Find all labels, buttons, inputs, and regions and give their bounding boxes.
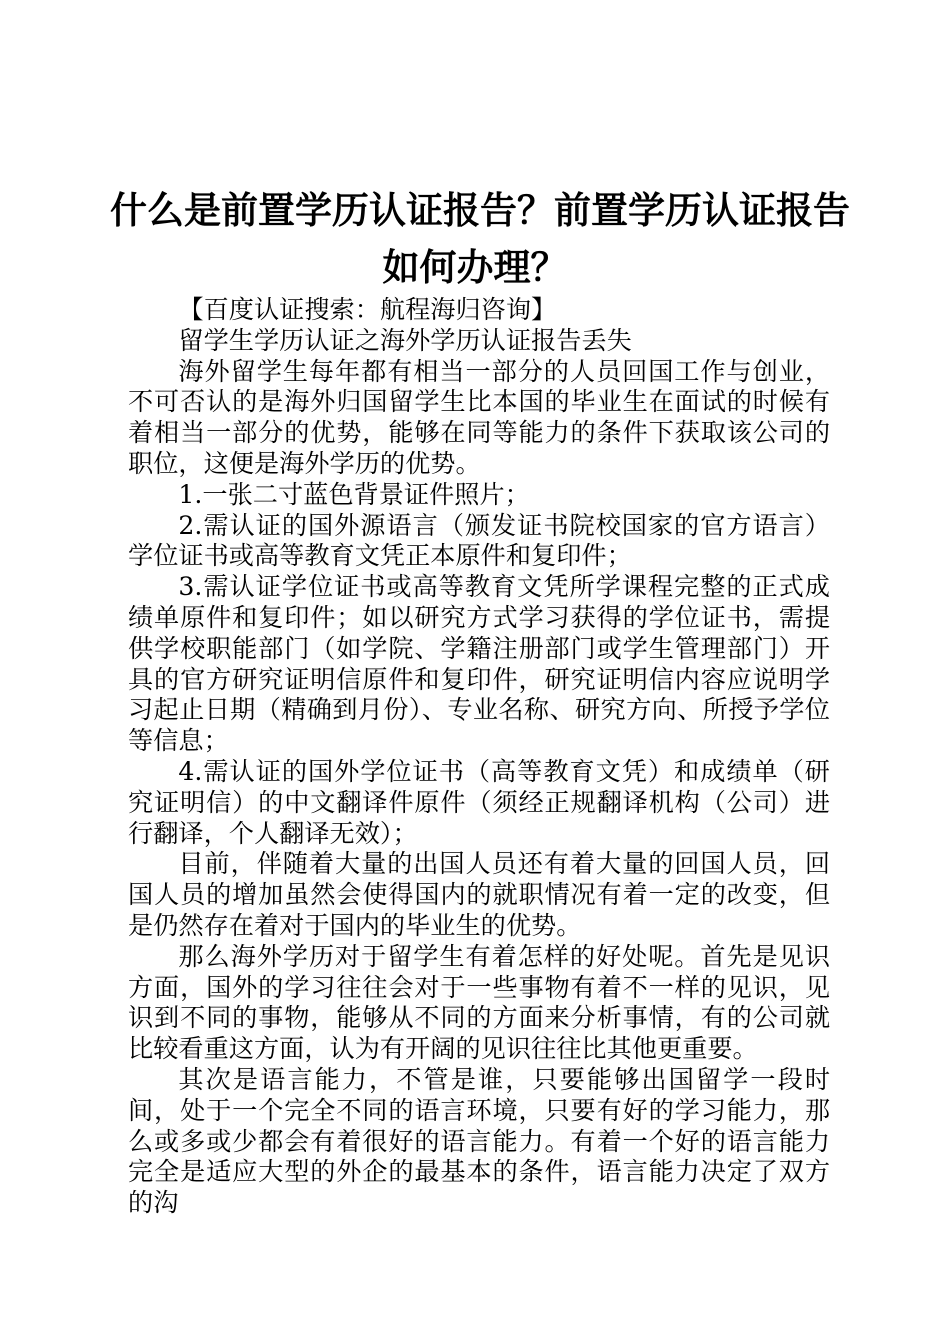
paragraph-subtitle: 留学生学历认证之海外学历认证报告丢失 xyxy=(178,325,632,355)
paragraph-item-4: 4.需认证的国外学位证书（高等教育文凭）和成绩单（研究证明信）的中文翻译件原件（须经正规翻译机构（公司）进行翻译，个人翻译无效）； xyxy=(128,756,830,848)
document-title-line-1: 什么是前置学历认证报告？前置学历认证报告 xyxy=(110,188,850,232)
paragraph-item-2: 2.需认证的国外源语言（颁发证书院校国家的官方语言）学位证书或高等教育文凭正本原件和复印件； xyxy=(128,510,830,571)
paragraph-item-3: 3.需认证学位证书或高等教育文凭所学课程完整的正式成绩单原件和复印件；如以研究方式学习获得的学位证书，需提供学校职能部门（如学院、学籍注册部门或学生管理部门）开具的官方研究证明信原件和复印件，研究证明信内容应说明学习起止日期（精确到月份）、专业名称、研究方向、所授予学位等信息； xyxy=(128,572,830,756)
paragraph-current-situation: 目前，伴随着大量的出国人员还有着大量的回国人员，回国人员的增加虽然会使得国内的就职情况有着一定的改变，但是仍然存在着对于国内的毕业生的优势。 xyxy=(128,849,830,940)
document-title-line-2: 如何办理？ xyxy=(382,245,568,289)
paragraph-item-1: 1.一张二寸蓝色背景证件照片； xyxy=(178,479,530,509)
paragraph-search-note: 【百度认证搜索：航程海归咨询】 xyxy=(178,295,557,324)
paragraph-advantage-insight: 那么海外学历对于留学生有着怎样的好处呢。首先是见识方面，国外的学习往往会对于一些事物有着不一样的见识，见识到不同的事物，能够从不同的方面来分析事情，有的公司就比较看重这方面，认为有开阔的见识往往比其他更重要。 xyxy=(128,941,830,1064)
paragraph-advantage-language: 其次是语言能力，不管是谁，只要能够出国留学一段时间，处于一个完全不同的语言环境，只要有好的学习能力，那么或多或少都会有着很好的语言能力。有着一个好的语言能力完全是适应大型的外企的最基本的条件，语言能力决定了双方的沟 xyxy=(128,1064,830,1218)
document-body xyxy=(128,295,830,1219)
paragraph-intro: 海外留学生每年都有相当一部分的人员回国工作与创业，不可否认的是海外归国留学生比本国的毕业生在面试的时候有着相当一部分的优势，能够在同等能力的条件下获取该公司的职位，这便是海外学历的优势。 xyxy=(128,356,830,478)
